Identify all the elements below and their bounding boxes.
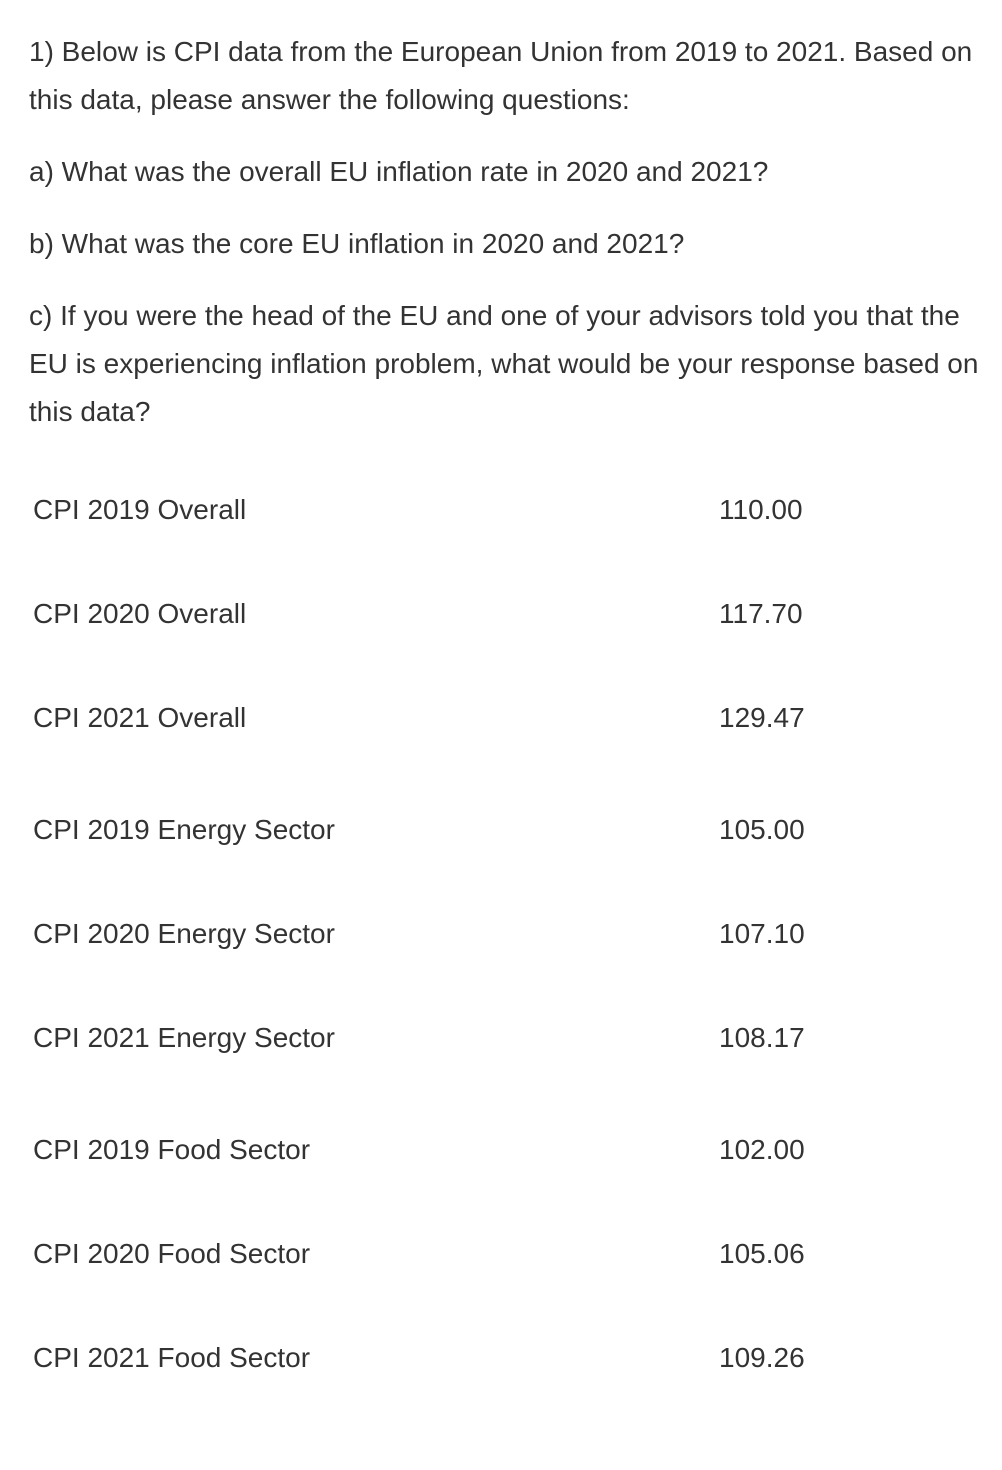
question-intro: 1) Below is CPI data from the European Union from 2019 to 2021. Based on this data, please answer the following questions: [29,36,973,115]
table-row [33,1130,933,1170]
cpi-label: CPI 2019 Food Sector [33,1134,311,1165]
cpi-label: CPI 2020 Overall [33,598,247,629]
question-a: a) What was the overall EU inflation rate in 2020 and 2021? [29,156,769,187]
table-row [33,698,933,738]
cpi-value: 105.00 [719,814,805,845]
table-row [33,1234,933,1274]
table-row [33,810,933,850]
cpi-value: 109.26 [719,1342,805,1373]
cpi-value: 110.00 [719,494,803,525]
cpi-label: CPI 2019 Overall [33,494,247,525]
table-row [33,914,933,954]
cpi-label: CPI 2021 Overall [33,702,247,733]
cpi-label: CPI 2020 Energy Sector [33,918,335,949]
cpi-label: CPI 2020 Food Sector [33,1238,311,1269]
cpi-value: 102.00 [719,1134,805,1165]
table-row [33,1018,933,1058]
table-row [33,490,933,530]
question-b: b) What was the core EU inflation in 2020 and 2021? [29,228,685,259]
cpi-label: CPI 2019 Energy Sector [33,814,335,845]
cpi-value: 105.06 [719,1238,805,1269]
table-row [33,1338,933,1378]
cpi-value: 107.10 [719,918,805,949]
cpi-value: 129.47 [719,702,805,733]
cpi-label: CPI 2021 Food Sector [33,1342,311,1373]
cpi-value: 108.17 [719,1022,805,1053]
table-row [33,594,933,634]
cpi-label: CPI 2021 Energy Sector [33,1022,335,1053]
question-c: c) If you were the head of the EU and one of your advisors told you that the EU is experiencing inflation problem, what would be your response based on this data? [29,300,979,427]
cpi-value: 117.70 [719,598,803,629]
